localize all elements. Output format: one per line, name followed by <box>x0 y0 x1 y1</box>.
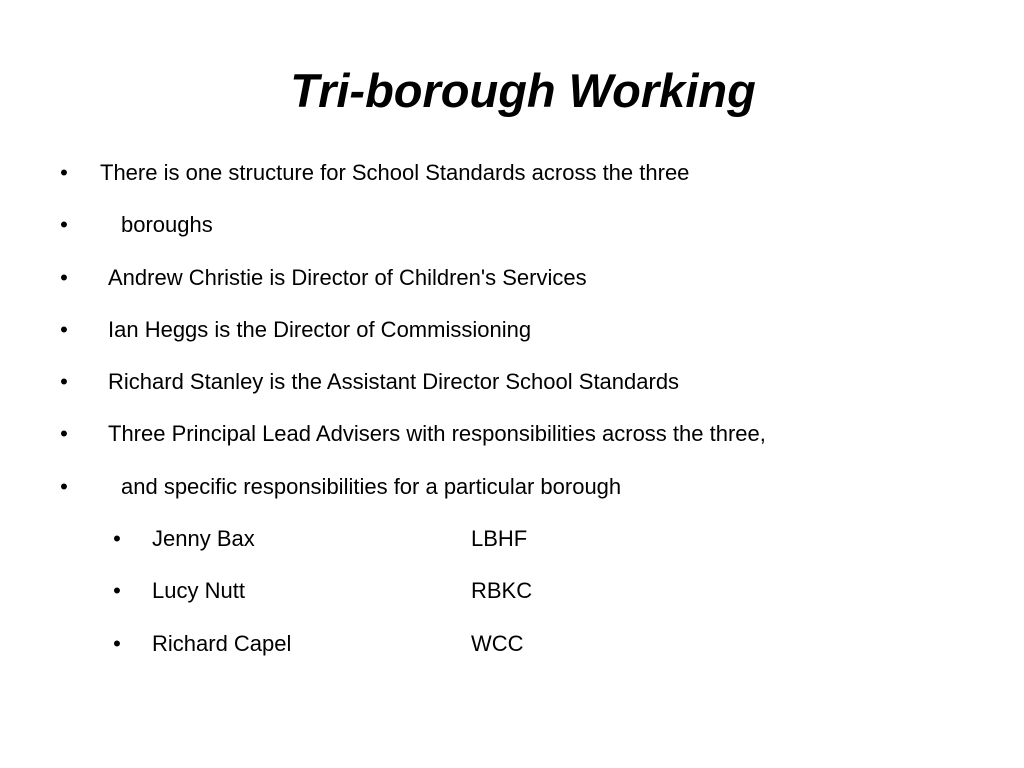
adviser-borough: LBHF <box>471 526 528 552</box>
bullet-icon: • <box>60 473 68 499</box>
bullet-item <box>0 199 1024 251</box>
adviser-item <box>0 618 1024 670</box>
adviser-name: Richard Capel <box>152 630 292 656</box>
bullet-icon: • <box>60 264 68 290</box>
adviser-name: Jenny Bax <box>152 526 255 552</box>
bullet-text: Ian Heggs is the Director of Commissioning <box>108 316 532 342</box>
bullet-icon: • <box>60 421 68 447</box>
adviser-name: Lucy Nutt <box>152 578 245 604</box>
bullet-item <box>0 356 1024 408</box>
bullet-text: Andrew Christie is Director of Children's Services <box>108 264 587 290</box>
slide-title: Tri-borough Working <box>290 64 756 117</box>
bullet-text: and specific responsibilities for a particular borough <box>121 473 622 499</box>
bullet-text: There is one structure for School Standards across the three <box>100 160 690 185</box>
bullet-text: Three Principal Lead Advisers with responsibilities across the three, <box>108 421 766 447</box>
bullet-icon: • <box>113 526 121 552</box>
bullet-item <box>0 304 1024 356</box>
bullet-text: boroughs <box>121 212 213 238</box>
bullet-item <box>0 147 1024 199</box>
adviser-borough: WCC <box>471 630 524 656</box>
bullet-icon: • <box>113 630 121 656</box>
bullet-text: Richard Stanley is the Assistant Director School Standards <box>108 369 680 395</box>
bullet-icon: • <box>60 212 68 238</box>
bullet-icon: • <box>60 316 68 342</box>
bullet-item <box>0 461 1024 513</box>
adviser-item <box>0 565 1024 617</box>
bullet-icon: • <box>60 369 68 395</box>
bullet-icon: • <box>60 160 68 185</box>
adviser-item <box>0 513 1024 565</box>
bullet-icon: • <box>113 578 121 604</box>
bullet-list <box>0 147 1024 670</box>
bullet-item <box>0 408 1024 460</box>
adviser-borough: RBKC <box>471 578 533 604</box>
bullet-item <box>0 252 1024 304</box>
